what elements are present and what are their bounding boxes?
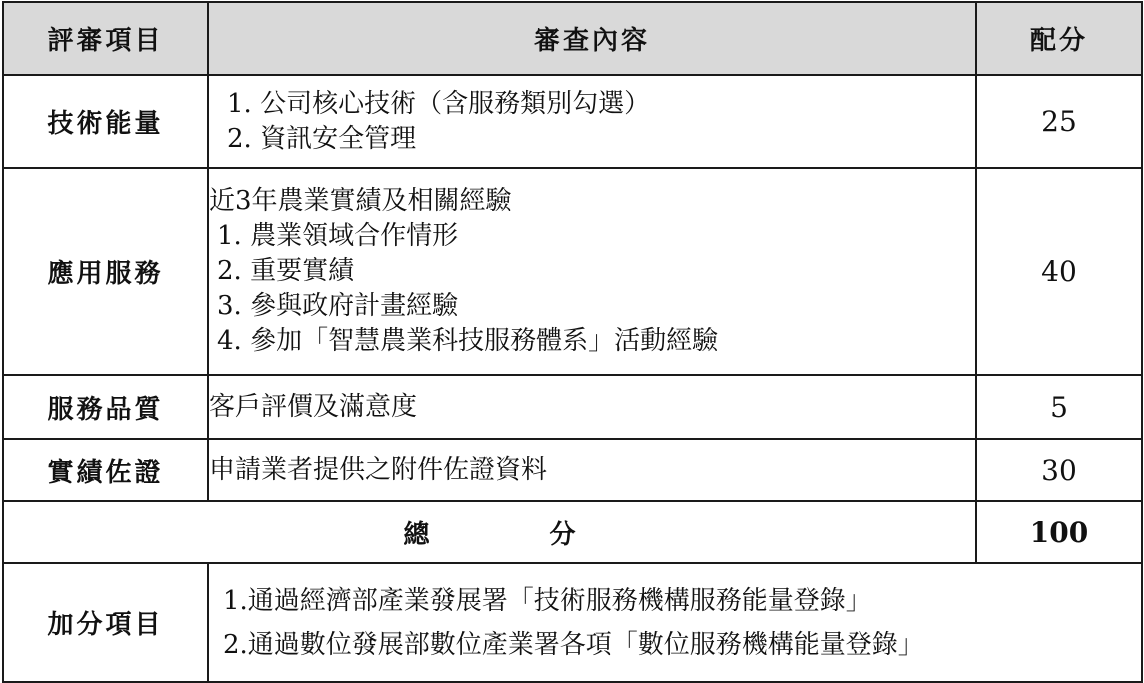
table-row [3,75,1142,168]
total-row [3,501,1142,563]
total-label-b: 分 [549,519,576,550]
bonus-row [3,563,1142,682]
header-content: 審查內容 [208,2,976,75]
row-content [208,168,976,375]
content-line: 1. 農業領域合作情形 [217,221,459,251]
content-line: 2. 重要實績 [217,256,355,286]
table-row [3,168,1142,375]
row-category: 技術能量 [3,75,208,168]
header-score: 配分 [976,2,1142,75]
content-line: 3. 參與政府計畫經驗 [217,291,459,321]
row-category: 應用服務 [3,168,208,375]
table-row [3,375,1142,439]
content-line: 申請業者提供之附件佐證資料 [209,454,548,485]
row-content [208,439,976,501]
header-item: 評審項目 [3,2,208,75]
content-line: 4. 參加「智慧農業科技服務體系」活動經驗 [217,326,719,356]
bonus-line: 2.通過數位發展部數位產業署各項「數位服務機構能量登錄」 [223,629,924,660]
evaluation-table [2,1,1143,683]
content-line: 客戶評價及滿意度 [209,391,418,422]
total-score: 100 [976,501,1142,563]
row-content [208,375,976,439]
content-line: 2. 資訊安全管理 [227,123,417,154]
row-score: 30 [976,439,1142,501]
row-content [208,75,976,168]
row-category: 服務品質 [3,375,208,439]
total-label-a: 總 [403,519,430,550]
row-score: 25 [976,75,1142,168]
bonus-line: 1.通過經濟部產業發展署「技術服務機構服務能量登錄」 [223,585,872,616]
row-category: 實績佐證 [3,439,208,501]
content-line: 1. 公司核心技術（含服務類別勾選） [227,88,651,119]
content-line: 近3年農業實績及相關經驗 [209,186,512,216]
row-score: 5 [976,375,1142,439]
bonus-content [208,563,1142,682]
table-row [3,439,1142,501]
header-row [3,2,1142,75]
bonus-category: 加分項目 [3,563,208,682]
total-label [3,501,976,563]
row-score: 40 [976,168,1142,375]
